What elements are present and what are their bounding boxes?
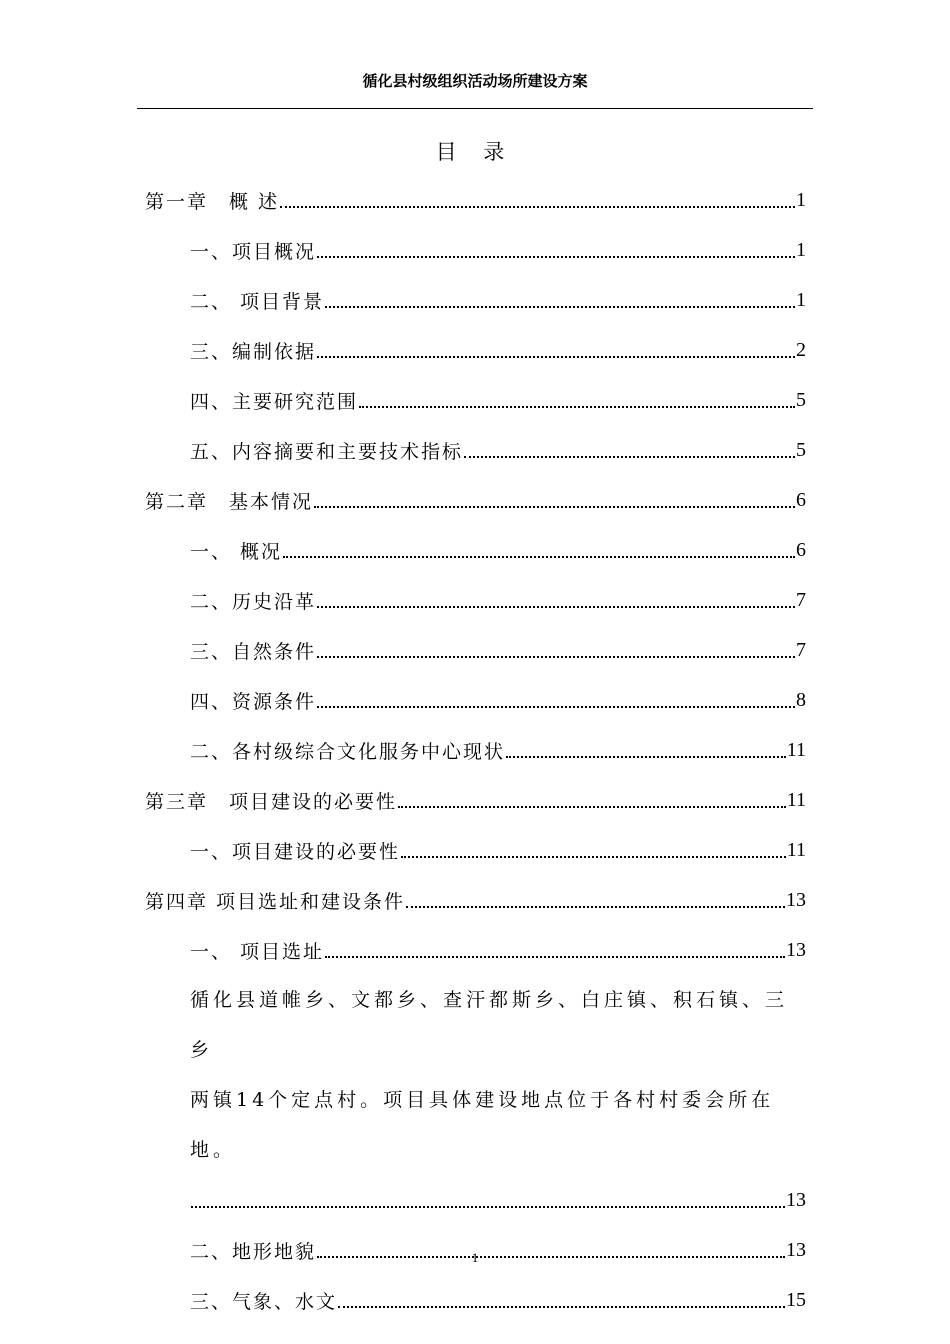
toc-entry-page: 6	[796, 538, 806, 561]
toc-entry-page: 11	[786, 738, 806, 761]
dot-leader	[359, 406, 795, 408]
toc-entry-label: 二、历史沿革	[190, 590, 317, 613]
toc-entry-label-line-2: 两镇14个定点村。项目具体建设地点位于各村村委会所在地。	[190, 1089, 775, 1161]
toc-entry[interactable]	[145, 525, 806, 575]
toc-entry-page: 13	[786, 888, 806, 911]
toc-entry-label: 三、编制依据	[190, 340, 317, 363]
table-of-contents	[145, 175, 806, 1325]
toc-entry-label: 一、项目建设的必要性	[190, 840, 401, 863]
toc-entry-chapter-1[interactable]	[145, 175, 806, 225]
dot-leader	[191, 1206, 785, 1208]
dot-leader	[464, 456, 795, 458]
dot-leader	[283, 556, 795, 558]
dot-leader	[506, 756, 786, 758]
toc-entry-wrapped-label[interactable]	[145, 975, 806, 1175]
toc-entry-label: 一、 项目选址	[190, 940, 325, 963]
toc-entry[interactable]	[145, 225, 806, 275]
dot-leader	[317, 606, 795, 608]
toc-entry-label-line-1: 循化县道帷乡、文都乡、查汗都斯乡、白庄镇、积石镇、三乡	[190, 989, 789, 1061]
dot-leader	[338, 1306, 785, 1308]
header-divider	[137, 108, 813, 109]
toc-entry[interactable]	[145, 675, 806, 725]
dot-leader	[317, 256, 795, 258]
toc-entry-page: 5	[796, 438, 806, 461]
dot-leader	[325, 956, 785, 958]
toc-entry[interactable]	[145, 825, 806, 875]
toc-entry-label: 四、资源条件	[190, 690, 317, 713]
dot-leader	[317, 356, 795, 358]
toc-entry-label: 五、内容摘要和主要技术指标	[190, 440, 464, 463]
toc-entry-page: 2	[796, 338, 806, 361]
toc-entry-page: 1	[796, 288, 806, 311]
dot-leader	[401, 856, 786, 858]
toc-entry-page: 11	[786, 838, 806, 861]
toc-entry[interactable]	[145, 725, 806, 775]
toc-entry-label: 第三章 项目建设的必要性	[145, 790, 398, 813]
toc-entry-label: 第一章 概 述	[145, 190, 280, 213]
dot-leader	[398, 806, 786, 808]
toc-entry[interactable]	[145, 575, 806, 625]
toc-entry-label: 三、气象、水文	[190, 1290, 338, 1313]
page-number: 1	[471, 1250, 479, 1265]
toc-entry[interactable]	[145, 925, 806, 975]
dot-leader	[317, 656, 795, 658]
toc-entry-label: 第四章 项目选址和建设条件	[145, 890, 406, 913]
dot-leader	[325, 306, 795, 308]
toc-title: 目 录	[435, 140, 515, 164]
toc-entry-label: 第二章 基本情况	[145, 490, 314, 513]
toc-entry-label: 二、 项目背景	[190, 290, 325, 313]
toc-entry[interactable]	[145, 325, 806, 375]
dot-leader	[314, 506, 795, 508]
toc-entry-page: 1	[796, 238, 806, 261]
toc-entry-label: 二、地形地貌	[190, 1240, 317, 1263]
dot-leader	[280, 206, 795, 208]
toc-entry[interactable]	[145, 1275, 806, 1325]
running-header: 循化县村级组织活动场所建设方案	[362, 72, 588, 90]
toc-entry-page: 13	[786, 1188, 806, 1211]
dot-leader	[406, 906, 785, 908]
toc-entry-page: 5	[796, 388, 806, 411]
toc-entry-label: 四、主要研究范围	[190, 390, 359, 413]
toc-entry-page: 11	[786, 788, 806, 811]
toc-entry-page: 13	[786, 1238, 806, 1261]
toc-entry-page: 7	[796, 588, 806, 611]
toc-entry[interactable]	[145, 375, 806, 425]
toc-entry-page: 7	[796, 638, 806, 661]
dot-leader	[317, 706, 795, 708]
toc-entry-chapter-4[interactable]	[145, 875, 806, 925]
toc-entry-page: 13	[786, 938, 806, 961]
toc-entry[interactable]	[145, 425, 806, 475]
toc-entry-chapter-2[interactable]	[145, 475, 806, 525]
toc-entry[interactable]	[145, 625, 806, 675]
toc-entry-label: 一、 概况	[190, 540, 283, 563]
toc-entry-page: 1	[796, 188, 806, 211]
toc-entry-chapter-3[interactable]	[145, 775, 806, 825]
toc-entry[interactable]	[145, 275, 806, 325]
toc-entry[interactable]	[145, 1175, 806, 1225]
toc-entry-page: 15	[786, 1288, 806, 1311]
toc-entry-page: 8	[796, 688, 806, 711]
toc-entry-label: 二、各村级综合文化服务中心现状	[190, 740, 506, 763]
toc-entry-label: 一、项目概况	[190, 240, 317, 263]
toc-entry-label: 三、自然条件	[190, 640, 317, 663]
toc-entry-page: 6	[796, 488, 806, 511]
